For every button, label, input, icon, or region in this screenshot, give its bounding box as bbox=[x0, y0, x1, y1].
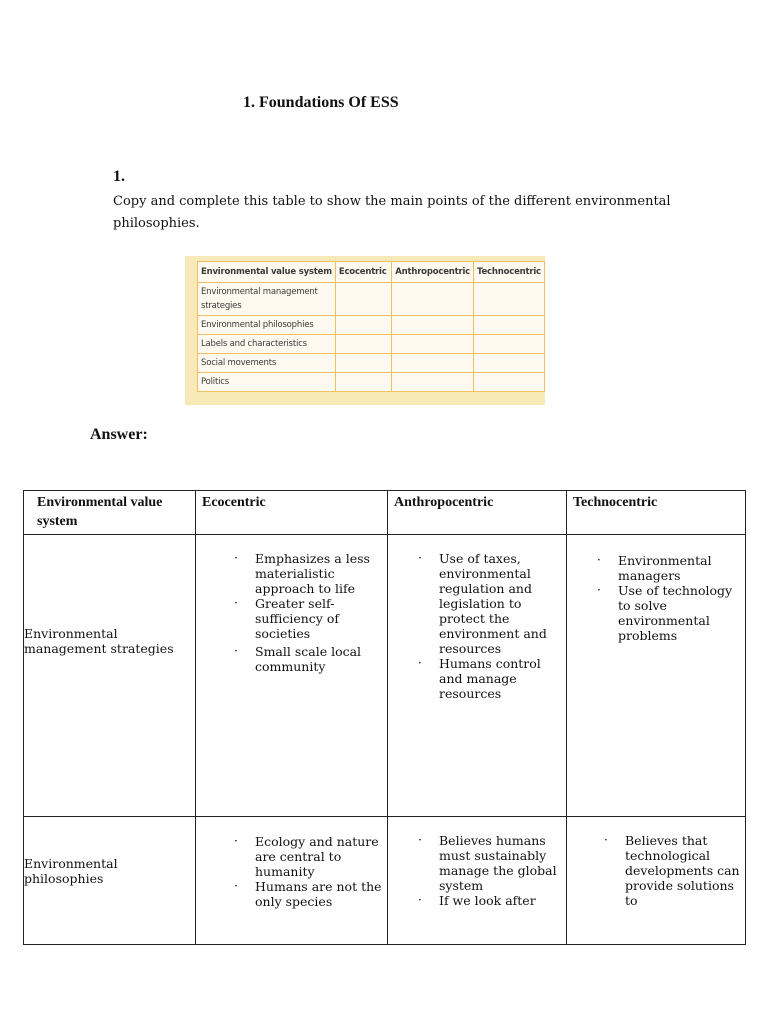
list-item: · Use of taxes, environmental regulation and legislation to protect the environment and resources bbox=[439, 551, 562, 656]
answer-label: Answer: bbox=[90, 426, 148, 443]
list-item: · Ecology and nature are central to humanity bbox=[255, 834, 385, 879]
row-label-philosophies: Environmental philosophies bbox=[24, 817, 196, 945]
list-item: · Believes that technological developments can provide solutions to bbox=[625, 833, 741, 908]
row-label-management: Environmental management strategies bbox=[24, 535, 196, 817]
textbook-table-image bbox=[185, 256, 545, 405]
image-row-label: Environmental management strategies bbox=[198, 283, 336, 316]
list-item: · Believes humans must sustainably manage the global system bbox=[439, 833, 562, 893]
list-item: · Emphasizes a less materialistic approach to life bbox=[255, 551, 383, 596]
cell-anthropocentric-management bbox=[388, 535, 567, 817]
cell-technocentric-philosophies bbox=[567, 817, 746, 945]
list-item: · Humans control and manage resources bbox=[439, 656, 562, 701]
list-item: · Use of technology to solve environmental problems bbox=[618, 583, 741, 643]
cell-anthropocentric-philosophies bbox=[388, 817, 567, 945]
image-header-ecocentric: Ecocentric bbox=[335, 262, 391, 283]
answer-table bbox=[23, 490, 746, 945]
image-row-label: Politics bbox=[198, 373, 336, 392]
image-header-anthropocentric: Anthropocentric bbox=[392, 262, 474, 283]
image-row-label: Environmental philosophies bbox=[198, 316, 336, 335]
page-title: 1. Foundations Of ESS bbox=[243, 94, 399, 111]
question-text: Copy and complete this table to show the main points of the different environmental philosophies. bbox=[113, 194, 671, 231]
list-item: · Small scale local community bbox=[255, 644, 383, 674]
image-row-label: Social movements bbox=[198, 354, 336, 373]
list-item: · Humans are not the only species bbox=[255, 879, 385, 909]
image-row-label: Labels and characteristics bbox=[198, 335, 336, 354]
header-anthropocentric: Anthropocentric bbox=[388, 491, 567, 535]
list-item: · Environmental managers bbox=[618, 553, 741, 583]
list-item: · Greater self-sufficiency of societies bbox=[255, 596, 383, 641]
textbook-table bbox=[197, 261, 545, 392]
header-value-system: Environmental value system bbox=[24, 491, 196, 535]
cell-ecocentric-management bbox=[196, 535, 388, 817]
cell-technocentric-management bbox=[567, 535, 746, 817]
cell-ecocentric-philosophies bbox=[196, 817, 388, 945]
question-number: 1. bbox=[113, 168, 125, 185]
header-ecocentric: Ecocentric bbox=[196, 491, 388, 535]
image-header-value-system: Environmental value system bbox=[198, 262, 336, 283]
image-header-technocentric: Technocentric bbox=[474, 262, 545, 283]
list-item: · If we look after bbox=[439, 893, 562, 908]
header-technocentric: Technocentric bbox=[567, 491, 746, 535]
